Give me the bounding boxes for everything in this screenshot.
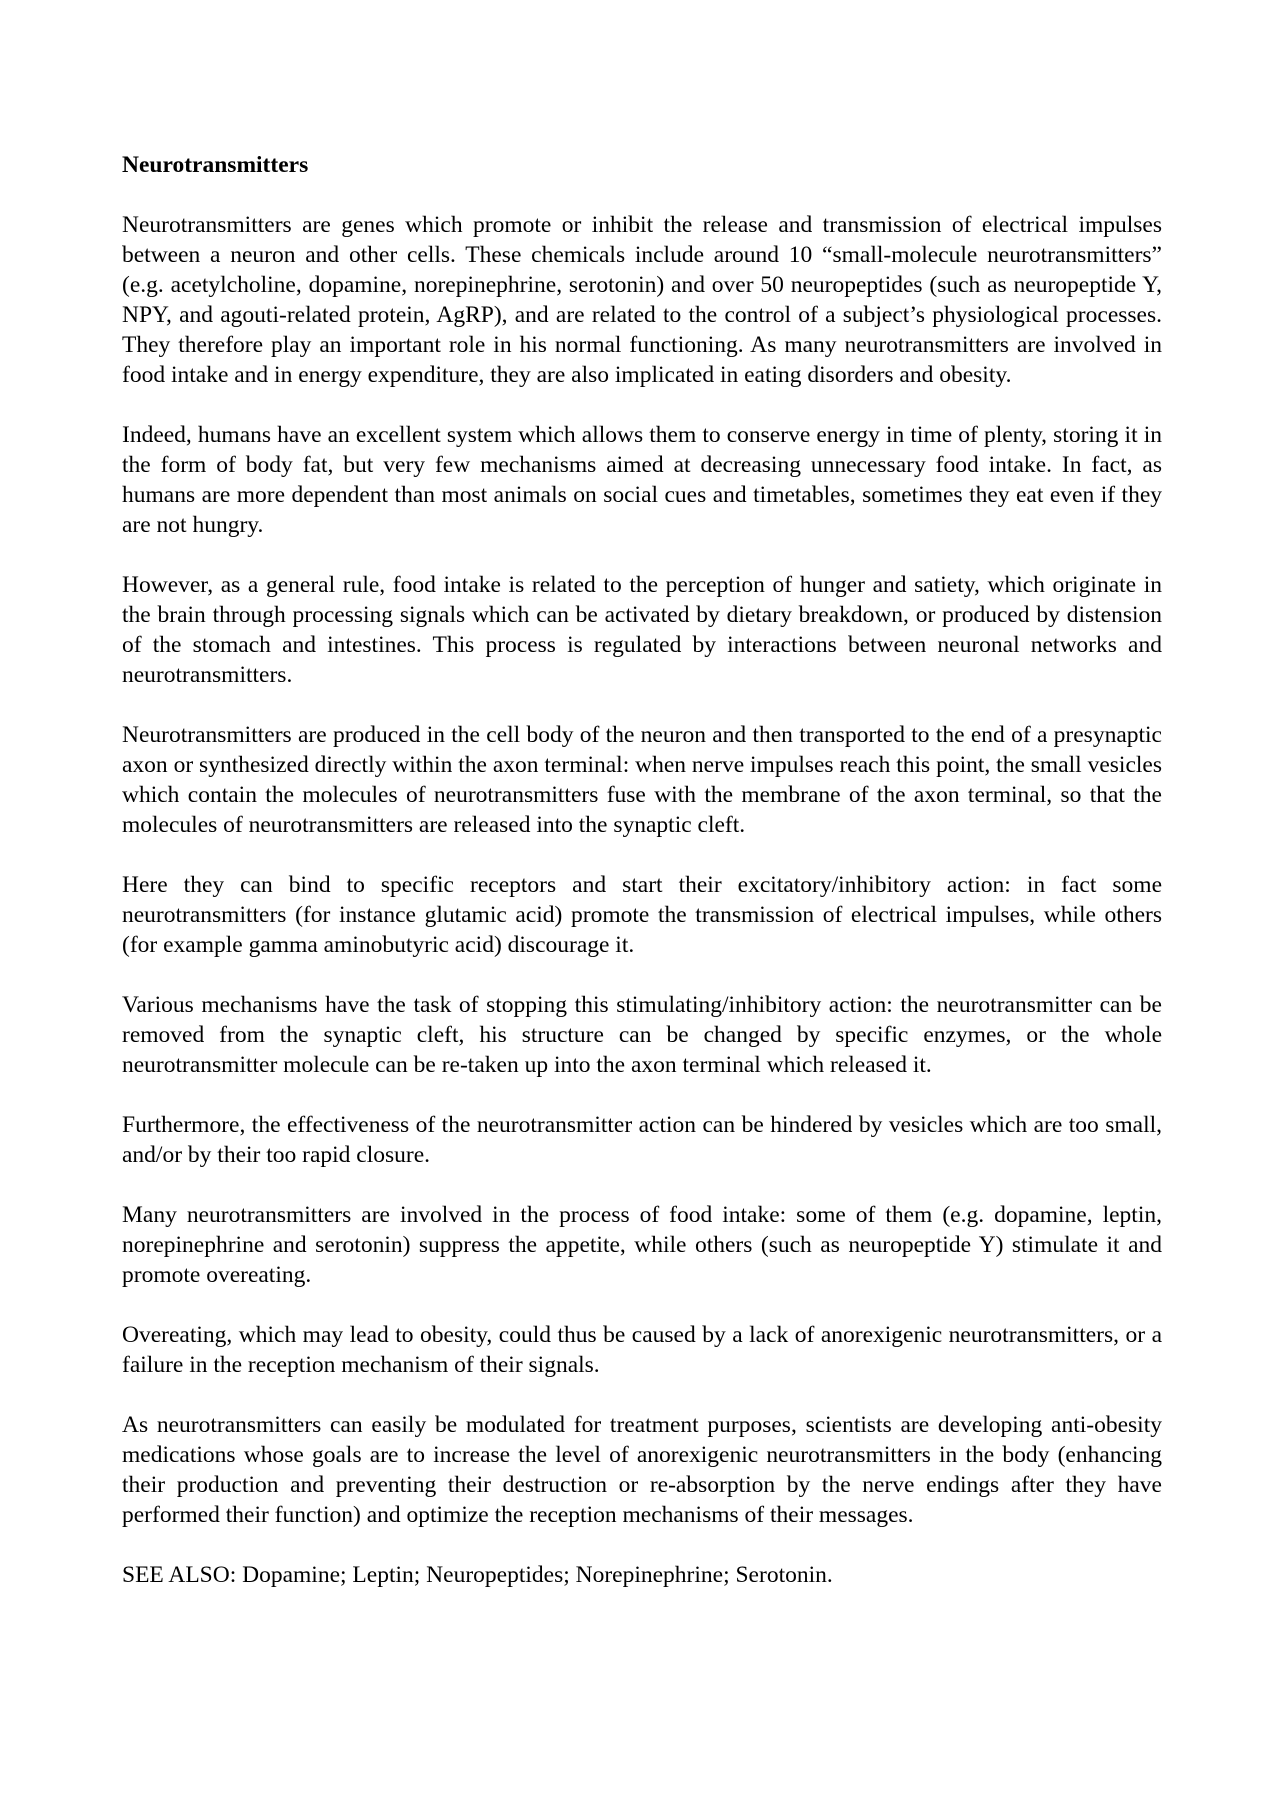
paragraph-3: However, as a general rule, food intake is related to the perception of hunger and satiety, which originate in the brain through processing signals which can be activated by dietary breakdown, or produced by distension of the stomach and intestines. This process is regulated by interactions between neuronal networks and neurotransmitters. [122, 572, 1162, 688]
paragraph-5: Here they can bind to specific receptors and start their excitatory/inhibitory action: in fact some neurotransmitters (for instance glutamic acid) promote the transmission of electrical impulses, while others (for example gamma aminobutyric acid) discourage it. [122, 872, 1162, 958]
paragraph-4: Neurotransmitters are produced in the cell body of the neuron and then transported to the end of a presynaptic axon or synthesized directly within the axon terminal: when nerve impulses reach this point, the small vesicles which contain the molecules of neurotransmitters fuse with the membrane of the axon terminal, so that the molecules of neurotransmitters are released into the synaptic cleft. [122, 722, 1162, 838]
paragraph-6: Various mechanisms have the task of stopping this stimulating/inhibitory action: the neurotransmitter can be removed from the synaptic cleft, his structure can be changed by specific enzymes, or the whole neurotransmitter molecule can be re-taken up into the axon terminal which released it. [122, 992, 1162, 1078]
document-page [122, 150, 1162, 1590]
paragraph-9: Overeating, which may lead to obesity, could thus be caused by a lack of anorexigenic neurotransmitters, or a failure in the reception mechanism of their signals. [122, 1322, 1162, 1378]
paragraph-7: Furthermore, the effectiveness of the neurotransmitter action can be hindered by vesicles which are too small, and/or by their too rapid closure. [122, 1112, 1162, 1168]
paragraph-10: As neurotransmitters can easily be modulated for treatment purposes, scientists are developing anti-obesity medications whose goals are to increase the level of anorexigenic neurotransmitters in the body (enhancing their production and preventing their destruction or re-absorption by the nerve endings after they have performed their function) and optimize the reception mechanisms of their messages. [122, 1412, 1162, 1528]
see-also-line: SEE ALSO: Dopamine; Leptin; Neuropeptides; Norepinephrine; Serotonin. [122, 1562, 833, 1588]
page-title: Neurotransmitters [122, 152, 309, 178]
paragraph-2: Indeed, humans have an excellent system which allows them to conserve energy in time of plenty, storing it in the form of body fat, but very few mechanisms aimed at decreasing unnecessary food intake. In fact, as humans are more dependent than most animals on social cues and timetables, sometimes they eat even if they are not hungry. [122, 422, 1162, 538]
paragraph-8: Many neurotransmitters are involved in the process of food intake: some of them (e.g. dopamine, leptin, norepinephrine and serotonin) suppress the appetite, while others (such as neuropeptide Y) stimulate it and promote overeating. [122, 1202, 1162, 1288]
paragraph-1: Neurotransmitters are genes which promote or inhibit the release and transmission of electrical impulses between a neuron and other cells. These chemicals include around 10 “small-molecule neurotransmitters” (e.g. acetylcholine, dopamine, norepinephrine, serotonin) and over 50 neuropeptides (such as neuropeptide Y, NPY, and agouti-related protein, AgRP), and are related to the control of a subject’s physiological processes. They therefore play an important role in his normal functioning. As many neurotransmitters are involved in food intake and in energy expenditure, they are also implicated in eating disorders and obesity. [122, 212, 1162, 388]
